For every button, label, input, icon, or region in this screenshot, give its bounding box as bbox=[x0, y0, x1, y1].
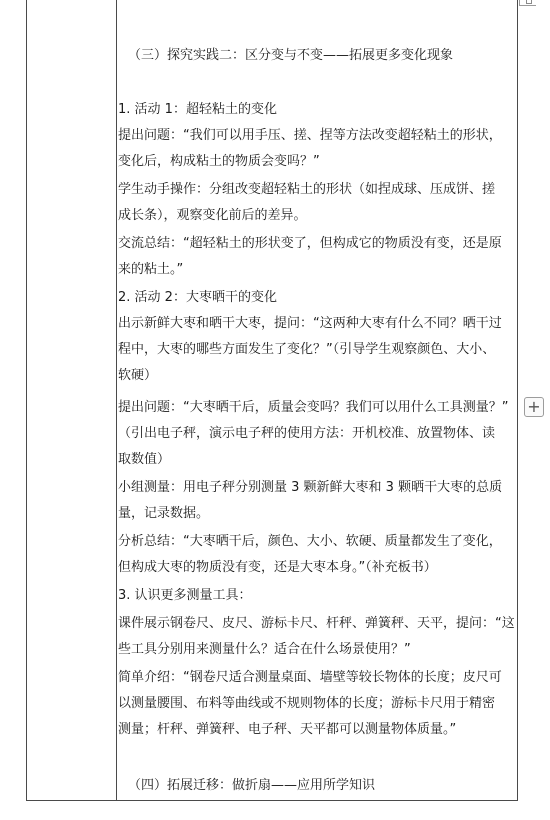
text-line: 取数值） bbox=[118, 452, 171, 467]
text-line: 提出问题：“大枣晒干后，质量会变吗？我们可以用什么工具测量？” bbox=[118, 400, 509, 415]
table-left-column bbox=[27, 0, 117, 800]
text-line: 出示新鲜大枣和晒干大枣，提问：“这两种大枣有什么不同？晒干过 bbox=[118, 316, 502, 331]
text-line: 分析总结：“大枣晒干后，颜色、大小、软硬、质量都发生了变化， bbox=[118, 534, 502, 549]
table-content-cell[interactable] bbox=[118, 0, 517, 800]
text-line: 些工具分别用来测量什么？适合在什么场景使用？” bbox=[118, 642, 411, 657]
section-four-heading: （四）拓展迁移：做折扇——应用所学知识 bbox=[128, 778, 376, 793]
page-corner-mark bbox=[519, 0, 536, 6]
text-line: 但构成大枣的物质没有变，还是大枣本身。”（补充板书） bbox=[118, 560, 437, 575]
text-line: 变化后，构成粘土的物质会变吗？” bbox=[118, 154, 320, 169]
section-three-heading: （三）探究实践二：区分变与不变——拓展更多变化现象 bbox=[128, 48, 454, 63]
text-line: 软硬） bbox=[118, 368, 158, 383]
text-line: 量，记录数据。 bbox=[118, 506, 210, 521]
text-line: 学生动手操作：分组改变超轻粘土的形状（如捏成球、压成饼、搓 bbox=[118, 182, 496, 197]
text-line: 1. 活动 1：超轻粘土的变化 bbox=[118, 102, 277, 117]
text-line: 来的粘土。” bbox=[118, 262, 184, 277]
text-line: 成长条），观察变化前后的差异。 bbox=[118, 208, 307, 223]
text-line: 2. 活动 2：大枣晒干的变化 bbox=[118, 290, 277, 305]
text-line: （引出电子秤，演示电子秤的使用方法：开机校准、放置物体、读 bbox=[118, 426, 496, 441]
text-line: 3. 认识更多测量工具： bbox=[118, 588, 252, 603]
text-line: 提出问题：“我们可以用手压、搓、捏等方法改变超轻粘土的形状， bbox=[118, 128, 502, 143]
add-row-button[interactable]: + bbox=[524, 397, 544, 417]
text-line: 交流总结：“超轻粘土的形状变了，但构成它的物质没有变，还是原 bbox=[118, 236, 502, 251]
text-line: 程中，大枣的哪些方面发生了变化？”（引导学生观察颜色、大小、 bbox=[118, 342, 496, 357]
text-line: 小组测量：用电子秤分别测量 3 颗新鲜大枣和 3 颗晒干大枣的总质 bbox=[118, 480, 503, 495]
text-line: 课件展示钢卷尺、皮尺、游标卡尺、杆秤、弹簧秤、天平，提问：“这 bbox=[118, 616, 515, 631]
text-line: 测量；杆秤、弹簧秤、电子秤、天平都可以测量物体质量。” bbox=[118, 722, 457, 737]
text-line: 以测量腰围、布料等曲线或不规则物体的长度；游标卡尺用于精密 bbox=[118, 696, 496, 711]
lesson-plan-table bbox=[26, 0, 518, 801]
text-line: 简单介绍：“钢卷尺适合测量桌面、墙壁等较长物体的长度；皮尺可 bbox=[118, 670, 502, 685]
